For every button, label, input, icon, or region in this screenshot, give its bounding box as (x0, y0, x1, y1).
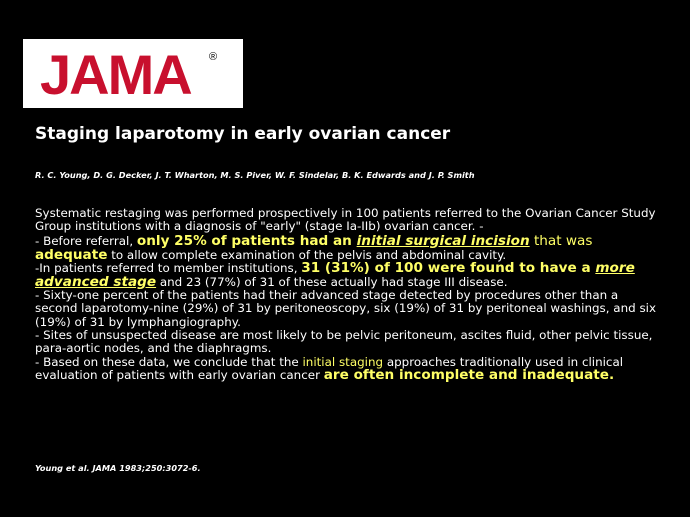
jama-logo (23, 39, 243, 108)
logo-text: JAMA (40, 43, 191, 106)
highlight-text: are often incomplete and inadequate. (323, 366, 615, 383)
paragraph-conclusion (35, 356, 660, 383)
authors-line: R. C. Young, D. G. Decker, J. T. Wharton, M. S. Piver, W. F. Sindelar, B. K. Edwards and J. P. Smith (35, 170, 475, 180)
paragraph-procedures: - Sixty-one percent of the patients had their advanced stage detected by procedures other than a second laparotomy-nine (29%) of 31 by peritoneoscopy, six (19%) of 31 by peritoneal washings, and six (19%) of 31 by lymphangiography. (35, 288, 656, 329)
paragraph-intro: Systematic restaging was performed prospectively in 100 patients referred to the Ovarian Cancer Study Group institutions with a diagnosis of "early" (stage Ia-IIb) ovarian cancer. - (35, 206, 656, 234)
highlight-text: adequate (35, 247, 108, 264)
emphasis-text: more advanced stage (35, 260, 635, 290)
highlight-text: initial staging (302, 354, 384, 369)
emphasis-text: initial surgical incision (356, 232, 530, 249)
highlight-text: only 25% of patients had an (136, 232, 357, 249)
text-run: approaches traditionally used in clinical evaluation of patients with early ovarian cancer (35, 354, 624, 382)
paragraph-referral (35, 234, 660, 263)
highlight-text: 31 (31%) of 100 were found to have a (301, 260, 596, 277)
text-run: to allow complete examination of the pelvis and abdominal cavity. (107, 248, 507, 263)
highlight-text: that was (529, 232, 593, 249)
citation: Young et al. JAMA 1983;250:3072-6. (35, 463, 201, 473)
text-run: - Before referral, (35, 233, 137, 248)
registered-mark: ® (209, 51, 218, 63)
slide-body (35, 207, 660, 382)
text-run: - Based on these data, we conclude that the (35, 354, 303, 369)
text-run: -In patients referred to member institutions, (35, 261, 302, 276)
slide-title: Staging laparotomy in early ovarian cancer (35, 124, 451, 144)
paragraph-advanced-stage (35, 262, 660, 289)
text-run: and 23 (77%) of 31 of these actually had stage III disease. (156, 274, 508, 289)
paragraph-sites: - Sites of unsuspected disease are most likely to be pelvic peritoneum, ascites fluid, other pelvic tissue, para-aortic nodes, and the diaphragms. (35, 327, 653, 356)
